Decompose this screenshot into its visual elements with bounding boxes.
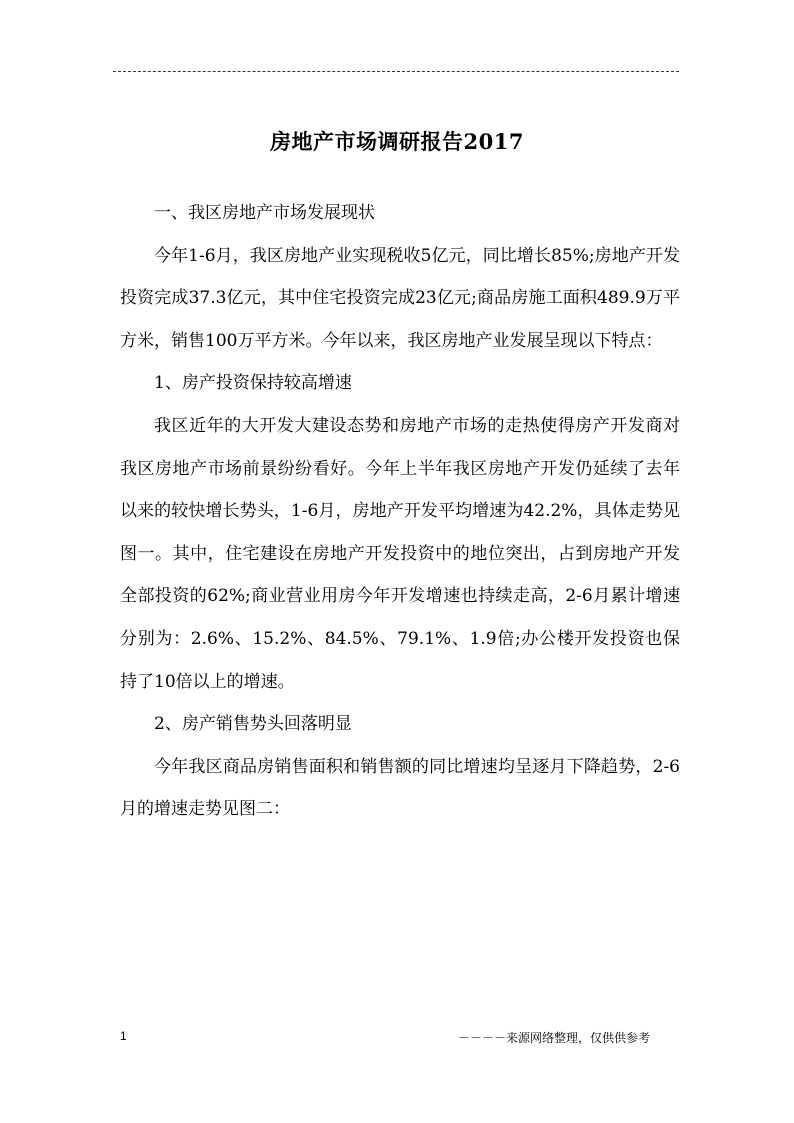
document-title: 房地产市场调研报告2017 <box>270 129 524 154</box>
header-divider <box>113 71 679 72</box>
footer-note: －－－－来源网络整理，仅供供参考 <box>458 1031 651 1045</box>
page-number: 1 <box>120 1029 127 1043</box>
body-paragraph: 今年1-6月，我区房地产业实现税收5亿元，同比增长85%;房地产开发投资完成37.3亿元，其中住宅投资完成23亿元;商品房施工面积489.9万平方米，销售100万平方米。今年以来，我区房地产业发展呈现以下特点： <box>120 245 680 351</box>
subsection-heading: 1、房产投资保持较高增速 <box>154 373 352 394</box>
body-paragraph: 今年我区商品房销售面积和销售额的同比增速均呈逐月下降趋势，2-6月的增速走势见图二： <box>120 756 680 820</box>
document-body <box>120 192 680 831</box>
section-heading: 一、我区房地产市场发展现状 <box>154 203 375 223</box>
body-paragraph: 我区近年的大开发大建设态势和房地产市场的走热使得房产开发商对我区房地产市场前景纷纷看好。今年上半年我区房地产开发仍延续了去年以来的较快增长势头，1-6月，房地产开发平均增速为42.2%，具体走势见图一。其中，住宅建设在房地产开发投资中的地位突出，占到房地产开发全部投资的62%;商业营业用房今年开发增速也持续走高，2-6月累计增速分别为：2.6%、15.2%、84.5%、79.1%、1.9倍;办公楼开发投资也保持了10倍以上的增速。 <box>120 415 680 692</box>
subsection-heading: 2、房产销售势头回落明显 <box>154 714 352 735</box>
